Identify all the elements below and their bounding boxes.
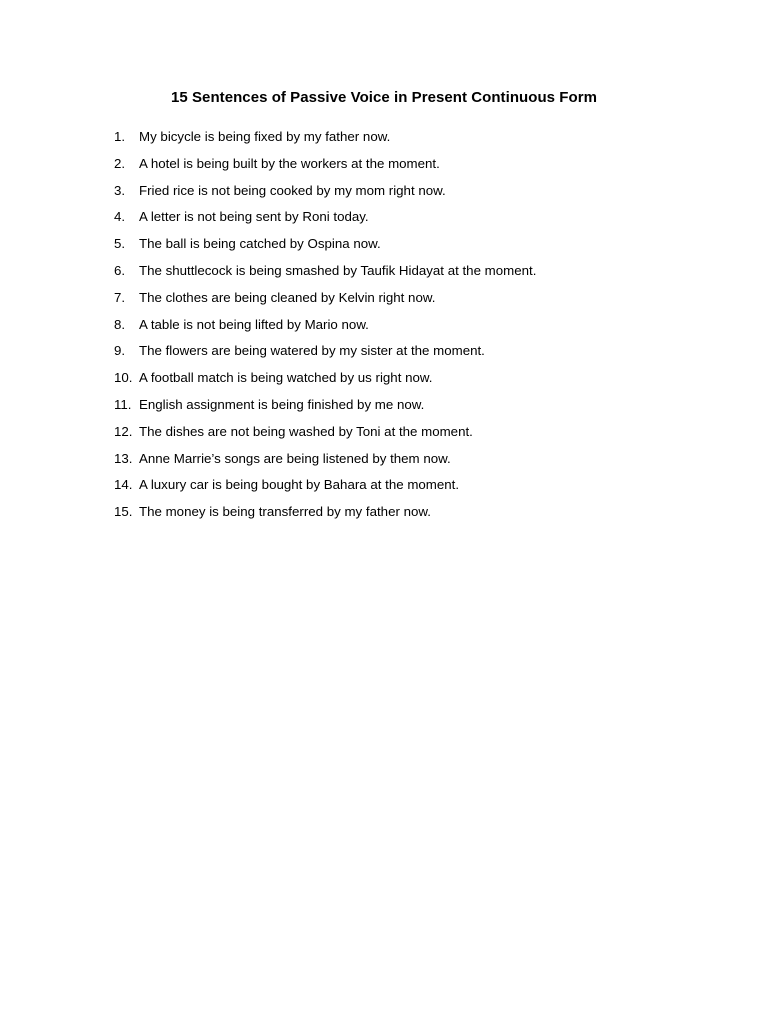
item-number: 5. xyxy=(114,236,126,252)
item-text: My bicycle is being fixed by my father now. xyxy=(139,129,391,144)
item-number: 7. xyxy=(114,289,126,305)
list-item xyxy=(114,209,536,236)
item-number: 9. xyxy=(114,343,126,359)
item-number: 8. xyxy=(114,316,126,332)
item-number: 15. xyxy=(114,504,133,520)
list-item xyxy=(114,236,536,263)
list-item xyxy=(114,451,536,478)
item-number: 13. xyxy=(114,450,133,466)
item-number: 1. xyxy=(114,129,126,144)
list-item xyxy=(114,370,536,397)
item-text: The flowers are being watered by my sister at the moment. xyxy=(139,343,485,359)
item-text: A hotel is being built by the workers at the moment. xyxy=(139,155,440,171)
list-item xyxy=(114,504,536,531)
item-text: The ball is being catched by Ospina now. xyxy=(139,236,381,252)
item-text: A table is not being lifted by Mario now. xyxy=(139,316,369,332)
item-number: 11. xyxy=(114,396,132,412)
item-number: 12. xyxy=(114,423,133,439)
sentence-list xyxy=(114,129,536,531)
list-item xyxy=(114,317,536,344)
item-number: 2. xyxy=(114,155,126,171)
list-item xyxy=(114,183,536,210)
list-item xyxy=(114,343,536,370)
item-number: 3. xyxy=(114,182,126,198)
item-text: Fried rice is not being cooked by my mom right now. xyxy=(139,182,446,198)
list-item xyxy=(114,477,536,504)
item-number: 4. xyxy=(114,209,126,225)
item-text: A letter is not being sent by Roni today. xyxy=(139,209,369,225)
item-text: Anne Marrie’s songs are being listened by them now. xyxy=(139,450,451,466)
list-item xyxy=(114,290,536,317)
item-number: 6. xyxy=(114,262,126,278)
item-text: A football match is being watched by us right now. xyxy=(139,370,433,386)
list-item xyxy=(114,129,536,156)
item-text: English assignment is being finished by me now. xyxy=(139,396,425,412)
page-title: 15 Sentences of Passive Voice in Present Continuous Form xyxy=(171,89,597,106)
item-text: The clothes are being cleaned by Kelvin right now. xyxy=(139,289,436,305)
item-text: The dishes are not being washed by Toni at the moment. xyxy=(139,423,473,439)
list-item xyxy=(114,424,536,451)
list-item xyxy=(114,156,536,183)
list-item xyxy=(114,397,536,424)
item-text: The money is being transferred by my father now. xyxy=(139,504,431,520)
item-text: A luxury car is being bought by Bahara at the moment. xyxy=(139,477,460,493)
item-text: The shuttlecock is being smashed by Taufik Hidayat at the moment. xyxy=(139,262,537,278)
item-number: 14. xyxy=(114,477,133,493)
list-item xyxy=(114,263,536,290)
item-number: 10. xyxy=(114,370,133,386)
